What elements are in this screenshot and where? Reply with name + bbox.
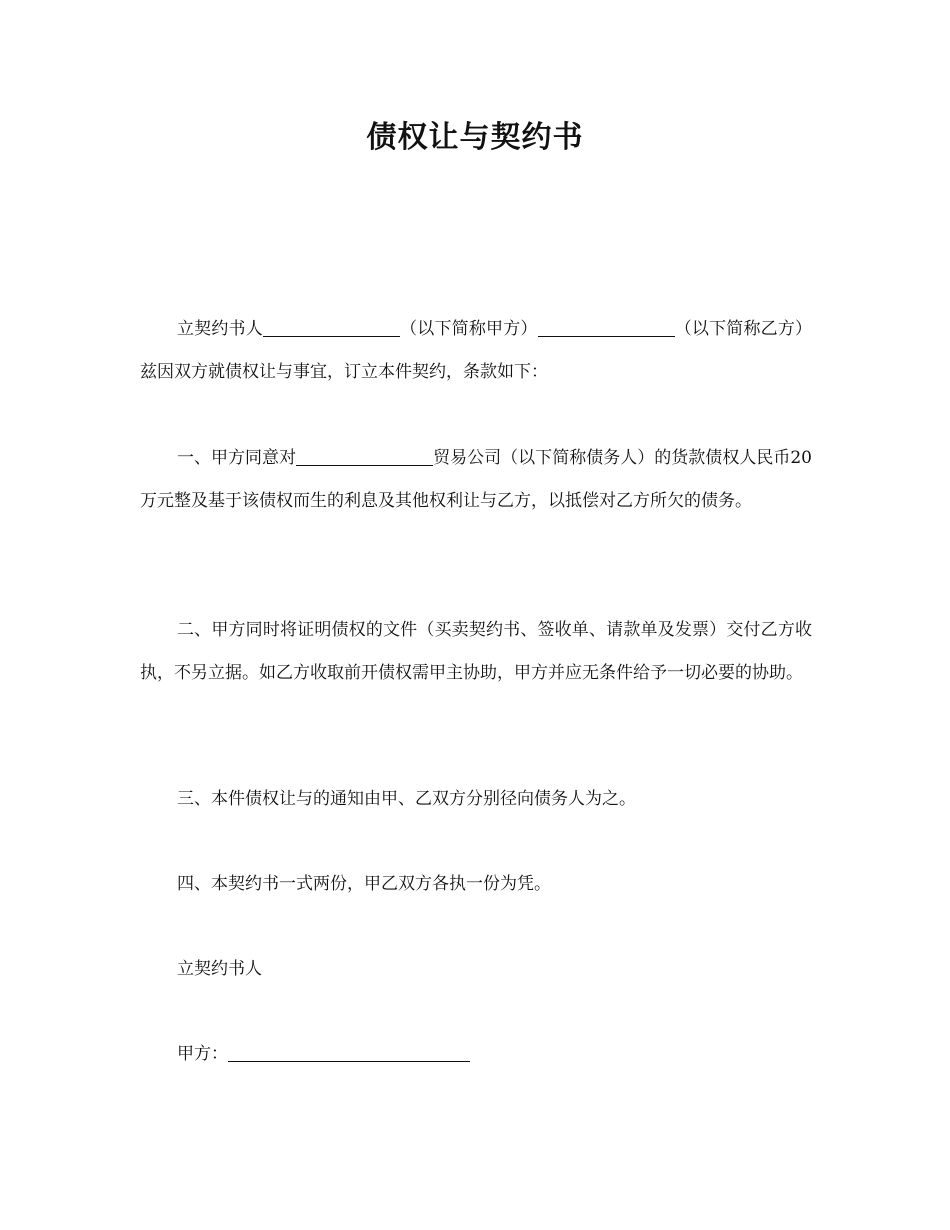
signature-heading: 立契约书人	[177, 959, 262, 979]
document-title: 债权让与契约书	[366, 120, 584, 155]
intro-paragraph	[140, 308, 812, 394]
party-a-signature-blank[interactable]	[228, 1043, 470, 1062]
party-a-signature-line	[140, 1033, 812, 1076]
clause-1-paragraph	[140, 437, 812, 523]
clause-4-paragraph: 四、本契约书一式两份，甲乙双方各执一份为凭。	[177, 874, 551, 894]
party-b-name-blank[interactable]	[538, 318, 675, 337]
clause-1-text-2: 贸易公司（以下简称债务人）的货款债权人民币20万元整及基于该债权而生的利息及其他权利让与乙方，以抵偿对乙方所欠的债务。	[140, 448, 812, 511]
party-a-label: 甲方：	[177, 1044, 228, 1064]
clause-2-paragraph: 二、甲方同时将证明债权的文件（买卖契约书、签收单、请款单及发票）交付乙方收执，不另立据。如乙方收取前开债权需甲主协助，甲方并应无条件给予一切必要的协助。	[140, 620, 812, 683]
intro-text-1: 立契约书人	[177, 319, 263, 339]
party-a-name-blank[interactable]	[263, 318, 400, 337]
debtor-company-blank[interactable]	[296, 447, 433, 466]
intro-text-3: （以下简称乙方）兹因双方就债权让与事宜，订立本件契约，条款如下：	[140, 319, 813, 382]
intro-text-2: （以下简称甲方）	[399, 319, 538, 339]
clause-1-text-1: 一、甲方同意对	[177, 448, 297, 468]
clause-3-paragraph: 三、本件债权让与的通知由甲、乙双方分别径向债务人为之。	[177, 789, 636, 809]
